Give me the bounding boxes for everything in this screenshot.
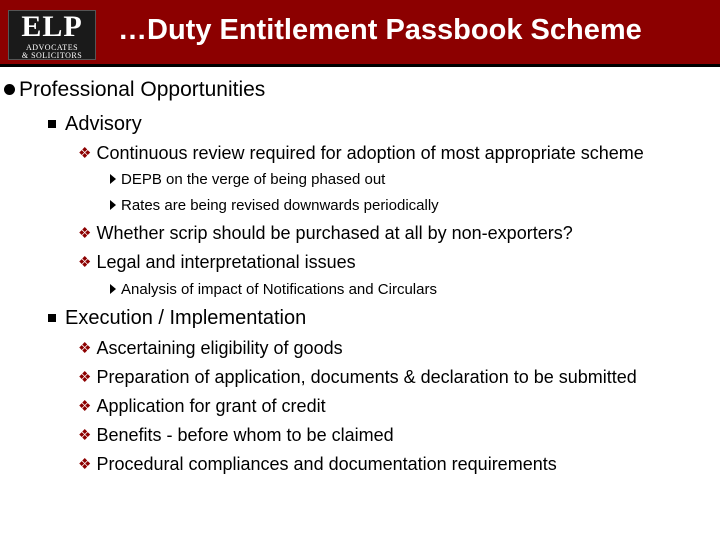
item-text: Legal and interpretational issues	[96, 252, 356, 272]
level2-item	[48, 113, 142, 136]
arrow-bullet-icon	[110, 200, 116, 210]
subitem-text: Rates are being revised downwards periodically	[121, 197, 439, 214]
level4-item	[110, 281, 437, 298]
execution-label: Execution / Implementation	[65, 307, 307, 329]
level3-item	[78, 338, 343, 359]
diamond-bullet-icon: ❖	[78, 456, 92, 473]
level3-item	[78, 252, 356, 273]
item-text: Continuous review required for adoption of most appropriate scheme	[96, 143, 644, 163]
round-bullet-icon	[4, 84, 15, 95]
logo-letters: ELP	[21, 10, 83, 43]
subitem-text: DEPB on the verge of being phased out	[121, 171, 386, 188]
item-text: Ascertaining eligibility of goods	[96, 338, 343, 358]
firm-logo	[8, 10, 96, 60]
diamond-bullet-icon: ❖	[78, 225, 92, 242]
level3-item	[78, 143, 644, 164]
level3-item	[78, 223, 573, 244]
square-bullet-icon	[48, 314, 56, 322]
level2-item	[48, 307, 306, 330]
square-bullet-icon	[48, 120, 56, 128]
item-text: Benefits - before whom to be claimed	[96, 425, 394, 445]
level3-item	[78, 425, 394, 446]
logo-line2: & SOLICITORS	[21, 51, 83, 60]
arrow-bullet-icon	[110, 174, 116, 184]
subitem-text: Analysis of impact of Notifications and Circulars	[121, 281, 437, 298]
logo-line1: ADVOCATES	[25, 43, 79, 52]
heading-text: Professional Opportunities	[19, 78, 266, 101]
arrow-bullet-icon	[110, 284, 116, 294]
advisory-label: Advisory	[65, 113, 142, 135]
diamond-bullet-icon: ❖	[78, 254, 92, 271]
item-text: Procedural compliances and documentation requirements	[96, 454, 557, 474]
level3-item	[78, 367, 637, 388]
level4-item	[110, 171, 385, 188]
diamond-bullet-icon: ❖	[78, 145, 92, 162]
title-divider	[0, 64, 720, 67]
level3-item	[78, 396, 326, 417]
diamond-bullet-icon: ❖	[78, 340, 92, 357]
title-band	[0, 0, 720, 64]
level3-item	[78, 454, 557, 475]
diamond-bullet-icon: ❖	[78, 427, 92, 444]
item-text: Whether scrip should be purchased at all by non-exporters?	[96, 223, 573, 243]
level1-item	[4, 78, 265, 102]
item-text: Preparation of application, documents & declaration to be submitted	[96, 367, 637, 387]
slide-title: …Duty Entitlement Passbook Scheme	[118, 14, 642, 46]
level4-item	[110, 197, 439, 214]
diamond-bullet-icon: ❖	[78, 398, 92, 415]
item-text: Application for grant of credit	[96, 396, 326, 416]
diamond-bullet-icon: ❖	[78, 369, 92, 386]
